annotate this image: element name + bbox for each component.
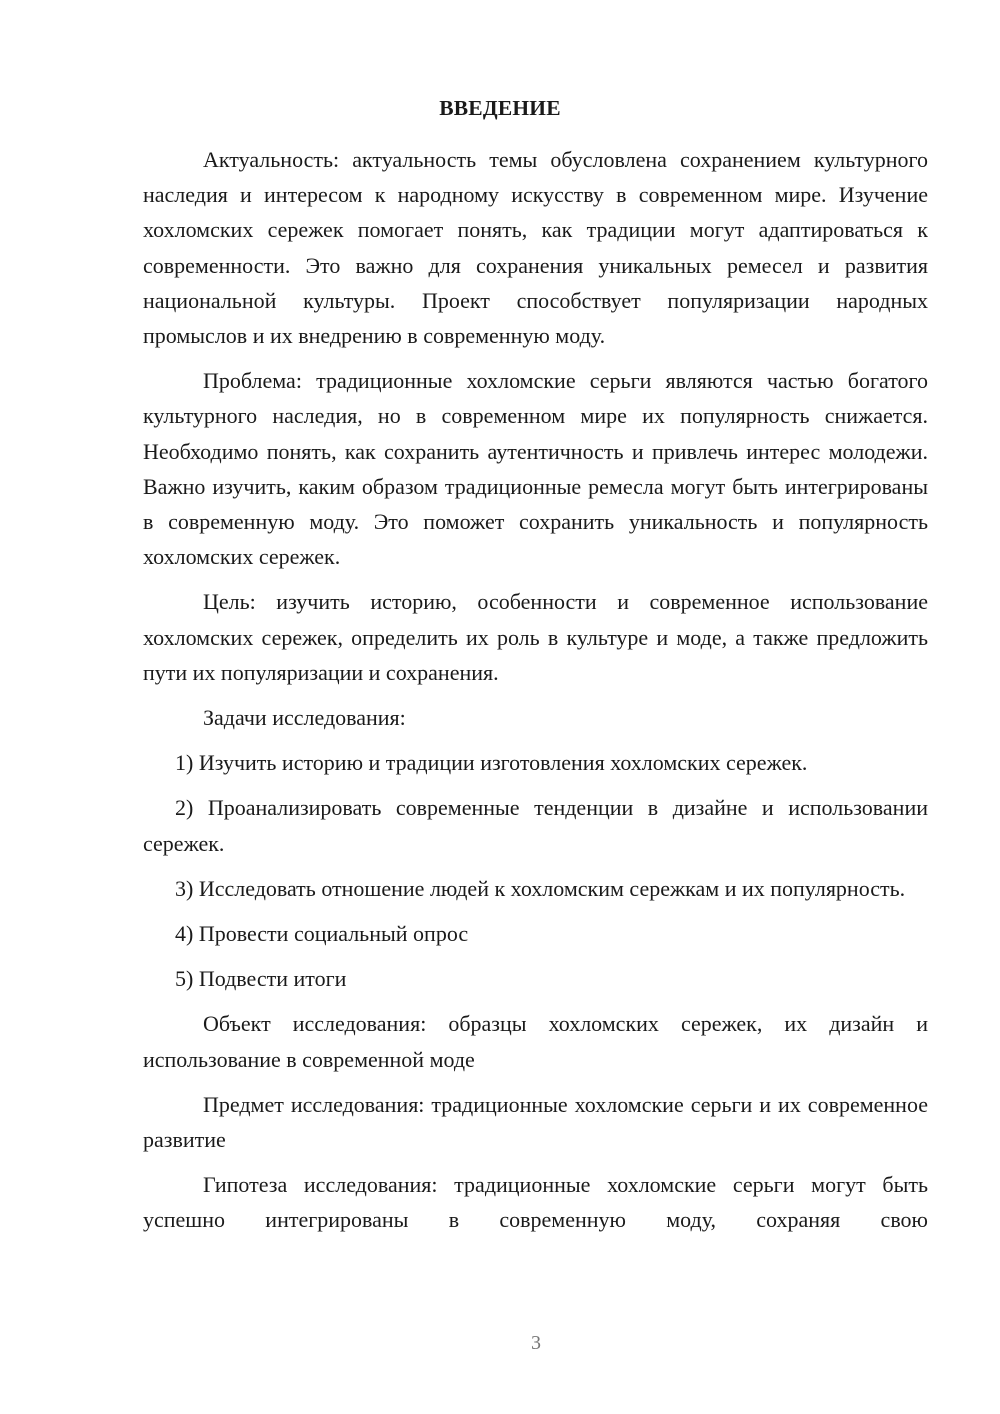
task-item-4: 4) Провести социальный опрос [175,921,469,947]
section-title: ВВЕДЕНИЕ [439,96,561,120]
paragraph-tasks-heading: Задачи исследования: [203,705,406,731]
paragraph-object: Объект исследования: образцы хохломских сережек, их дизайн и использование в современной моде [143,1011,928,1072]
task-item-3: 3) Исследовать отношение людей к хохломским сережкам и их популярность. [175,875,906,901]
page-number: 3 [531,1332,541,1354]
task-item-2: 2) Проанализировать современные тенденции в дизайне и использовании сережек. [143,795,928,856]
task-item-5: 5) Подвести итоги [175,966,347,992]
paragraph-problem: Проблема: традиционные хохломские серьги являются частью богатого культурного наследия, но в современном мире их популярность снижается. Необходимо понять, как сохранить аутентичность и привлечь интерес молодежи. Важно изучить, каким образом традиционные ремесла могут быть интегрированы в современную моду. Это поможет сохранить уникальность и популярность хохломских сережек. [143,368,928,570]
paragraph-relevance: Актуальность: актуальность темы обусловлена сохранением культурного наследия и интересом к народному искусству в современном мире. Изучение хохломских сережек помогает понять, как традиции могут адаптироваться к современности. Это важно для сохранения уникальных ремесел и развития национальной культуры. Проект способствует популяризации народных промыслов и их внедрению в современную моду. [143,147,928,349]
task-item-1: 1) Изучить историю и традиции изготовления хохломских сережек. [175,750,808,776]
paragraph-subject: Предмет исследования: традиционные хохломские серьги и их современное развитие [143,1091,928,1153]
document-body [143,142,928,1248]
paragraph-goal: Цель: изучить историю, особенности и современное использование хохломских сережек, определить их роль в культуре и моде, а также предложить пути их популяризации и сохранения. [143,589,928,685]
paragraph-hypothesis: Гипотеза исследования: традиционные хохломские серьги могут быть успешно интегрированы в современную моду, сохраняя свою [143,1172,928,1233]
